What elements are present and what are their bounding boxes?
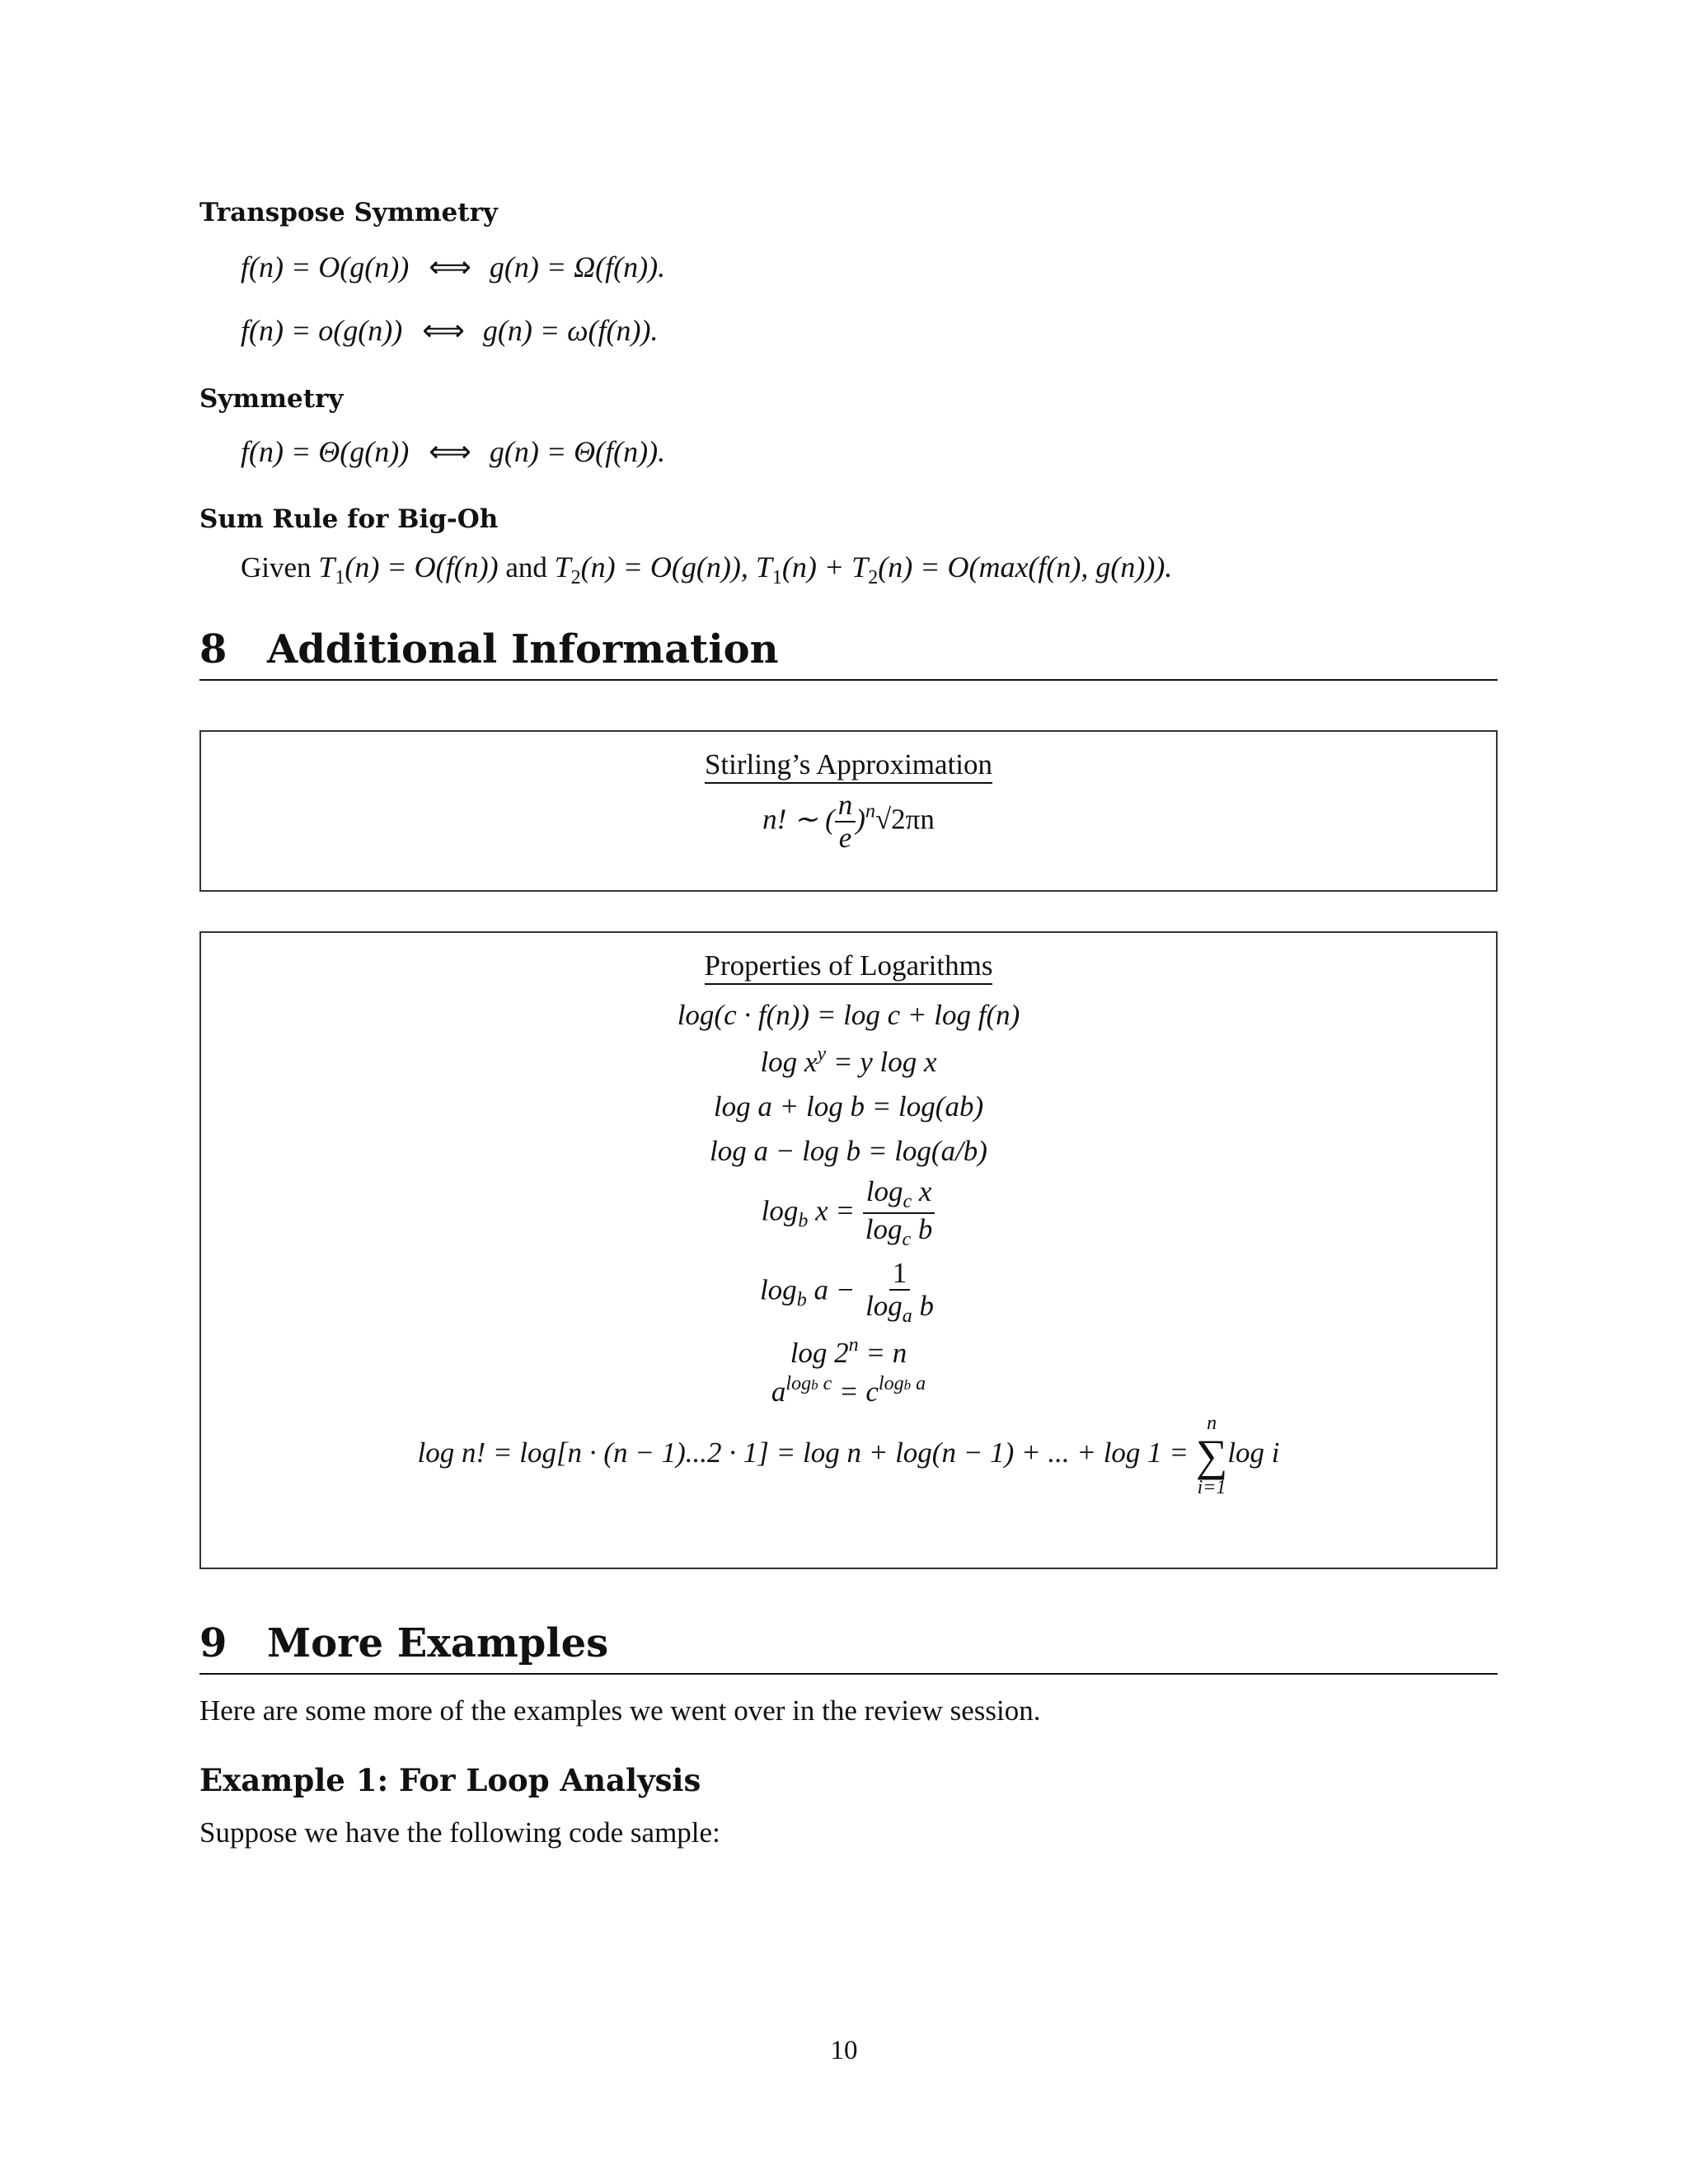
example-1-heading: Example 1: For Loop Analysis	[199, 1761, 701, 1798]
log-sum-rule: log a + log b = log(ab)	[713, 1090, 984, 1122]
log-exponent-swap-rule: $a^{logb c} = c^{logb a}$	[771, 1372, 926, 1408]
log-difference-rule: log a − log b = log(a/b)	[710, 1134, 987, 1167]
sum-rule-heading: Sum Rule for Big-Oh	[199, 504, 499, 534]
transpose-symmetry-heading: Transpose Symmetry	[199, 198, 498, 227]
log-reciprocal-rule: $\log_b a$ − $\frac{1}{\log_a b}$	[759, 1256, 935, 1328]
log-base-two-rule: $\log 2^n = n$	[790, 1333, 907, 1369]
stirling-formula: n! ∼ ( $\frac{n}{e}$ )$^n$√2πn	[762, 788, 935, 855]
stirling-title: Stirling’s Approximation	[201, 748, 1496, 781]
section-9-title: 9 More Examples	[199, 1620, 1498, 1675]
page-number: 10	[830, 2036, 858, 2065]
example-1-text: Suppose we have the following code sample:	[199, 1816, 720, 1849]
stirling-box	[199, 730, 1498, 892]
transpose-eq-1: f(n) = O(g(n)) ⟺ g(n) = Ω(f(n)).	[241, 251, 666, 284]
log-product-rule: log(c · f(n)) = log c + log f(n)	[677, 998, 1020, 1031]
transpose-eq-2: f(n) = o(g(n)) ⟺ g(n) = ω(f(n)).	[241, 314, 659, 348]
logarithms-box	[199, 931, 1498, 1569]
section-9-intro: Here are some more of the examples we went over in the review session.	[199, 1694, 1041, 1727]
log-power-rule: $\log x^y = y$ log x	[760, 1043, 937, 1078]
sum-rule-statement: Given $T_1(n) = O(f(n))$ and $T_2(n) = O(g(n))$, $T_1(n) + T_2(n) = O(\max(f(n)$, g(n))).	[241, 551, 1173, 589]
section-8-title: 8 Additional Information	[199, 626, 1498, 681]
log-change-of-base: $\log_b x$ = $\frac{\log_c x}{\log_c b}$	[201, 1176, 1496, 1251]
page-content	[199, 198, 1498, 1850]
logarithms-title: Properties of Logarithms	[201, 949, 1496, 982]
symmetry-heading: Symmetry	[199, 383, 344, 414]
symmetry-eq: f(n) = Θ(g(n)) ⟺ g(n) = Θ(f(n)).	[241, 434, 666, 468]
log-factorial-sum: log n! = log[n · (n − 1)...2 · 1] = log n + log(n − 1) + ... + log 1 = n ∑ i=1 log i	[417, 1412, 1280, 1498]
